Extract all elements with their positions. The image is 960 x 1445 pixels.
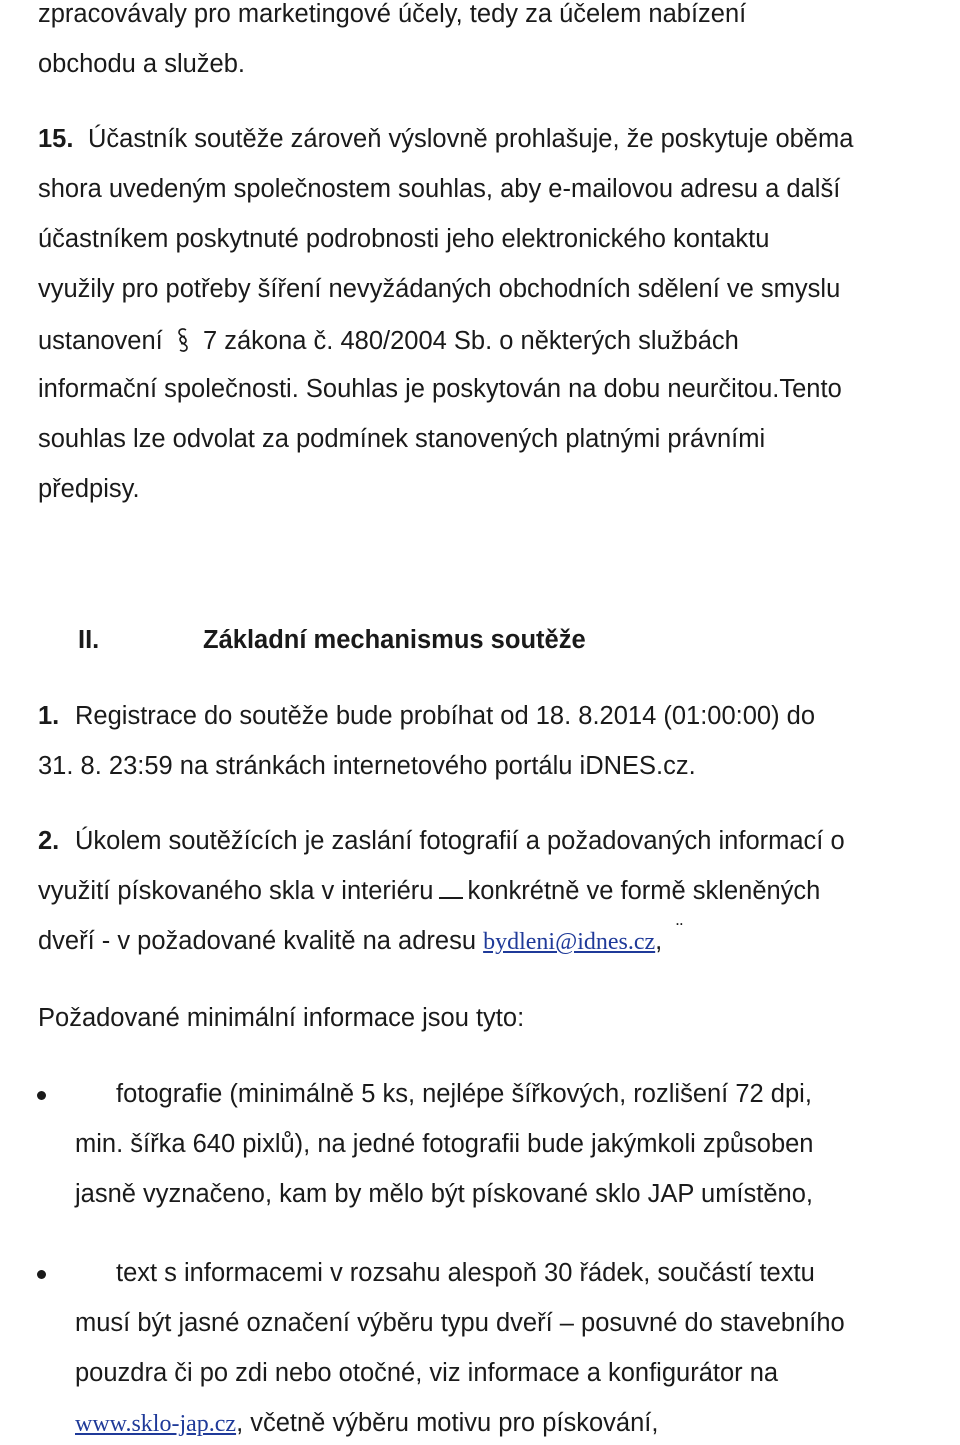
item-2-line-2-part-a: využití pískovaného skla v interiéru [38,877,434,905]
item-2-line-3-prefix: dveří - v požadované kvalitě na adresu [38,927,477,955]
section-15-line-5-prefix: ustanovení [38,327,163,355]
section-15-line-4: využily pro potřeby šíření nevyžádaných obchodních sdělení ve smyslu [38,275,841,303]
bullet-1-line-1: fotografie (minimálně 5 ks, nejlépe šířkových, rozlišení 72 dpi, [116,1080,812,1108]
bullet-2-line-4 [75,1411,658,1437]
website-link[interactable]: www.sklo-jap.cz [75,1411,237,1437]
item-1-line-1: Registrace do soutěže bude probíhat od 18. 8.2014 (01:00:00) do [75,702,816,730]
bullet-icon [37,1091,46,1100]
item-2-line-3 [38,920,683,955]
bullet-2-line-4-suffix: , včetně výběru motivu pro pískování, [236,1409,659,1437]
paragraph-mark-icon [176,327,190,353]
item-2-line-3-suffix: , [655,927,663,955]
heading-title: Základní mechanismus soutěže [203,626,586,654]
item-2-line-2 [38,879,820,905]
bullet-2-line-2: musí být jasné označení výběru typu dveří – posuvné do stavebního [75,1309,845,1337]
intro-line-2: obchodu a služeb. [38,50,245,78]
bullet-icon [37,1270,46,1279]
section-15-line-5-suffix: 7 zákona č. 480/2004 Sb. o některých službách [202,327,739,355]
section-15-line-6: informační společnosti. Souhlas je poskytován na dobu neurčitou.Tento [38,375,842,403]
diaeresis-mark: ¨ [676,920,683,942]
intro-line-1: zpracovávaly pro marketingové účely, tedy za účelem nabízení [38,0,747,28]
section-15-line-8: předpisy. [38,475,140,503]
item-2-number: 2. [38,827,60,855]
heading-number: II. [78,626,100,654]
bullet-2-line-3: pouzdra či po zdi nebo otočné, viz informace a konfigurátor na [75,1359,779,1387]
dash-divider [439,897,463,899]
section-15-number: 15. [38,125,74,153]
bullet-2-line-1: text s informacemi v rozsahu alespoň 30 řádek, součástí textu [116,1259,815,1287]
section-15-line-7: souhlas lze odvolat za podmínek stanovených platnými právními [38,425,766,453]
requirements-heading: Požadované minimální informace jsou tyto: [38,1004,525,1032]
item-1-line-2: 31. 8. 23:59 na stránkách internetového portálu iDNES.cz. [38,752,696,780]
item-2-line-2-part-b: konkrétně ve formě skleněných [467,877,821,905]
section-15-line-3: účastníkem poskytnuté podrobnosti jeho elektronického kontaktu [38,225,770,253]
bullet-1-line-2: min. šířka 640 pixlů), na jedné fotografii bude jakýmkoli způsoben [75,1130,814,1158]
item-1-number: 1. [38,702,60,730]
email-link[interactable]: bydleni@idnes.cz [483,929,656,955]
bullet-1-line-3: jasně vyznačeno, kam by mělo být pískované sklo JAP umístěno, [75,1180,813,1208]
section-15-line-1: Účastník soutěže zároveň výslovně prohlašuje, že poskytuje oběma [88,125,854,153]
section-15-line-2: shora uvedeným společnostem souhlas, aby e-mailovou adresu a další [38,175,841,203]
section-15-line-5 [38,327,739,355]
item-2-line-1: Úkolem soutěžících je zaslání fotografií a požadovaných informací o [75,827,845,855]
